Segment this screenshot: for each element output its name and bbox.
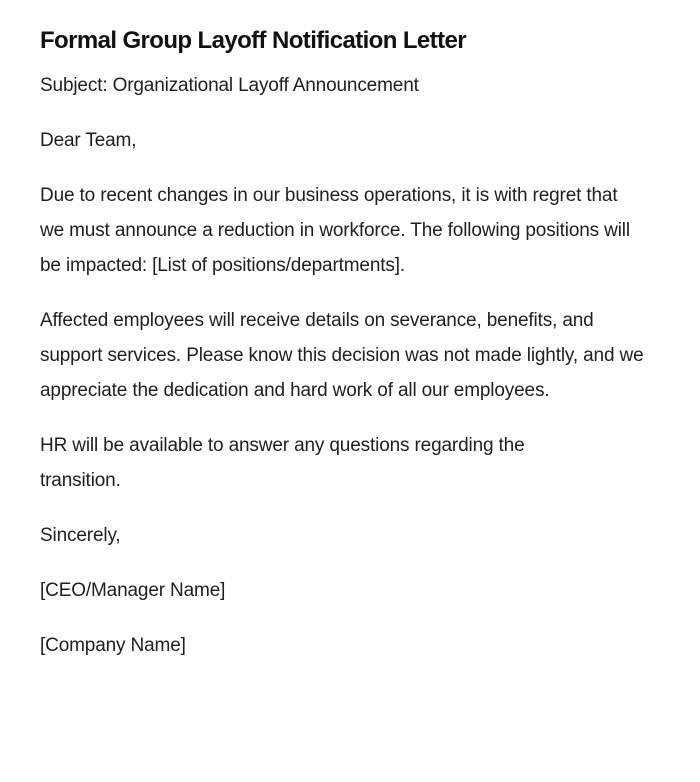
signature-name: [CEO/Manager Name] xyxy=(40,580,226,601)
subject-line: Subject: Organizational Layoff Announcement xyxy=(40,75,419,96)
salutation: Dear Team, xyxy=(40,130,137,151)
body-paragraph-support: Affected employees will receive details on severance, benefits, and support services. Please know this decision was not made lightly, and we appreciate the dedication and hard work of all our employees. xyxy=(40,310,644,401)
document-title: Formal Group Layoff Notification Letter xyxy=(40,27,466,54)
body-paragraph-reduction: Due to recent changes in our business operations, it is with regret that we must announce a reduction in workforce. The following positions will be impacted: [List of positions/departments]. xyxy=(40,185,630,276)
body-paragraph-hr: HR will be available to answer any questions regarding the transition. xyxy=(40,435,525,491)
signature-company: [Company Name] xyxy=(40,635,186,656)
closing: Sincerely, xyxy=(40,525,121,546)
